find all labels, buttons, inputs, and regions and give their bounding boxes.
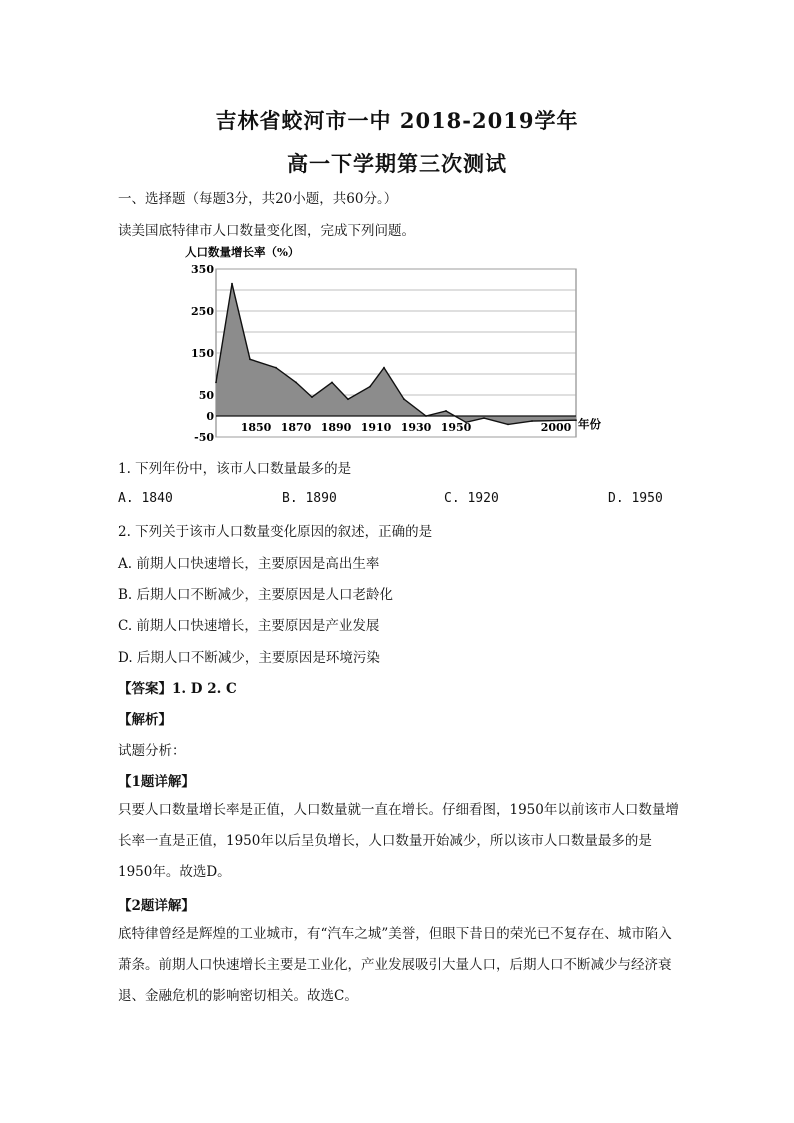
chart-data-point <box>483 417 485 419</box>
chart-data-point <box>575 419 577 421</box>
chart-ytick-label: 150 <box>191 347 214 360</box>
chart-data-point <box>311 396 313 398</box>
chart-area-fill <box>216 284 576 425</box>
chart-xtick-label: 1950 <box>440 421 472 434</box>
chart-data-point <box>331 382 333 384</box>
analysis-subheading: 试题分析： <box>118 743 186 759</box>
chart-data-point <box>531 420 533 422</box>
chart-data-point <box>249 358 251 360</box>
detail-1-heading: 【1题详解】 <box>118 774 195 790</box>
chart-data-point <box>231 283 233 285</box>
detail-1-paragraph: 只要人口数量增长率是正值，人口数量就一直在增长。仔细看图，1950年以前该市人口数量增长率一直是正值，1950年以后呈负增长，人口数量开始减少，所以该市人口数量最多的是1950年。故选D。 <box>118 802 679 880</box>
chart-data-point <box>369 386 371 388</box>
chart-data-point <box>403 398 405 400</box>
chart-ytick-label: -50 <box>194 431 214 444</box>
answer-line: 【答案】1. D 2. C <box>118 681 237 697</box>
question-2-option-a: A. 前期人口快速增长，主要原因是高出生率 <box>118 556 380 572</box>
chart-xtick-label: 1910 <box>360 421 392 434</box>
detail-2-heading: 【2题详解】 <box>118 898 195 914</box>
chart-data-point <box>383 367 385 369</box>
chart-data-point <box>445 410 447 412</box>
analysis-heading: 【解析】 <box>118 712 172 728</box>
document-title-line1: 吉林省蛟河市一中 2018-2019学年 <box>215 108 579 133</box>
chart-data-point <box>215 382 217 384</box>
chart-ytick-label: 50 <box>198 389 214 402</box>
question-2-option-d: D. 后期人口不断减少，主要原因是环境污染 <box>118 650 380 666</box>
question-1-option-d: D. 1950 <box>608 491 663 506</box>
chart-ytick-label: 350 <box>191 263 214 276</box>
chart-xtick-label: 1870 <box>280 421 312 434</box>
question-1-option-c: C. 1920 <box>444 491 499 506</box>
chart-xtick-label: 1890 <box>320 421 352 434</box>
question-2-option-b: B. 后期人口不断减少，主要原因是人口老龄化 <box>118 587 394 603</box>
chart-xtick-label: 1850 <box>240 421 272 434</box>
question-2-option-c: C. 前期人口快速增长，主要原因是产业发展 <box>118 618 380 634</box>
chart-data-point <box>507 424 509 426</box>
chart-data-point <box>347 398 349 400</box>
population-growth-chart <box>180 243 620 448</box>
chart-ytick-label: 0 <box>206 410 214 423</box>
chart-data-point <box>295 382 297 384</box>
chart-data-point <box>275 367 277 369</box>
detail-2-paragraph: 底特律曾经是辉煌的工业城市，有“汽车之城”美誉，但眼下昔日的荣光已不复存在、城市陷入萧条。前期人口快速增长主要是工业化，产业发展吸引大量人口，后期人口不断减少与经济衰退、金融危机的影响密切相关。故选C。 <box>118 926 672 1004</box>
chart-ytick-label: 250 <box>191 305 214 318</box>
question-2-text: 2. 下列关于该市人口数量变化原因的叙述，正确的是 <box>118 524 433 540</box>
question-1-option-a: A. 1840 <box>118 491 173 506</box>
section-heading: 一、选择题（每题3分，共20小题，共60分。） <box>118 191 398 207</box>
question-intro: 读美国底特律市人口数量变化图，完成下列问题。 <box>118 223 415 239</box>
chart-xlabel: 年份 <box>578 417 601 431</box>
question-1-option-b: B. 1890 <box>282 491 337 506</box>
chart-xtick-label: 1930 <box>400 421 432 434</box>
chart-xtick-label: 2000 <box>540 421 572 434</box>
question-1-text: 1. 下列年份中，该市人口数量最多的是 <box>118 461 352 477</box>
chart-ylabel: 人口数量增长率（%） <box>185 245 300 259</box>
document-title-line2: 高一下学期第三次测试 <box>287 151 507 176</box>
